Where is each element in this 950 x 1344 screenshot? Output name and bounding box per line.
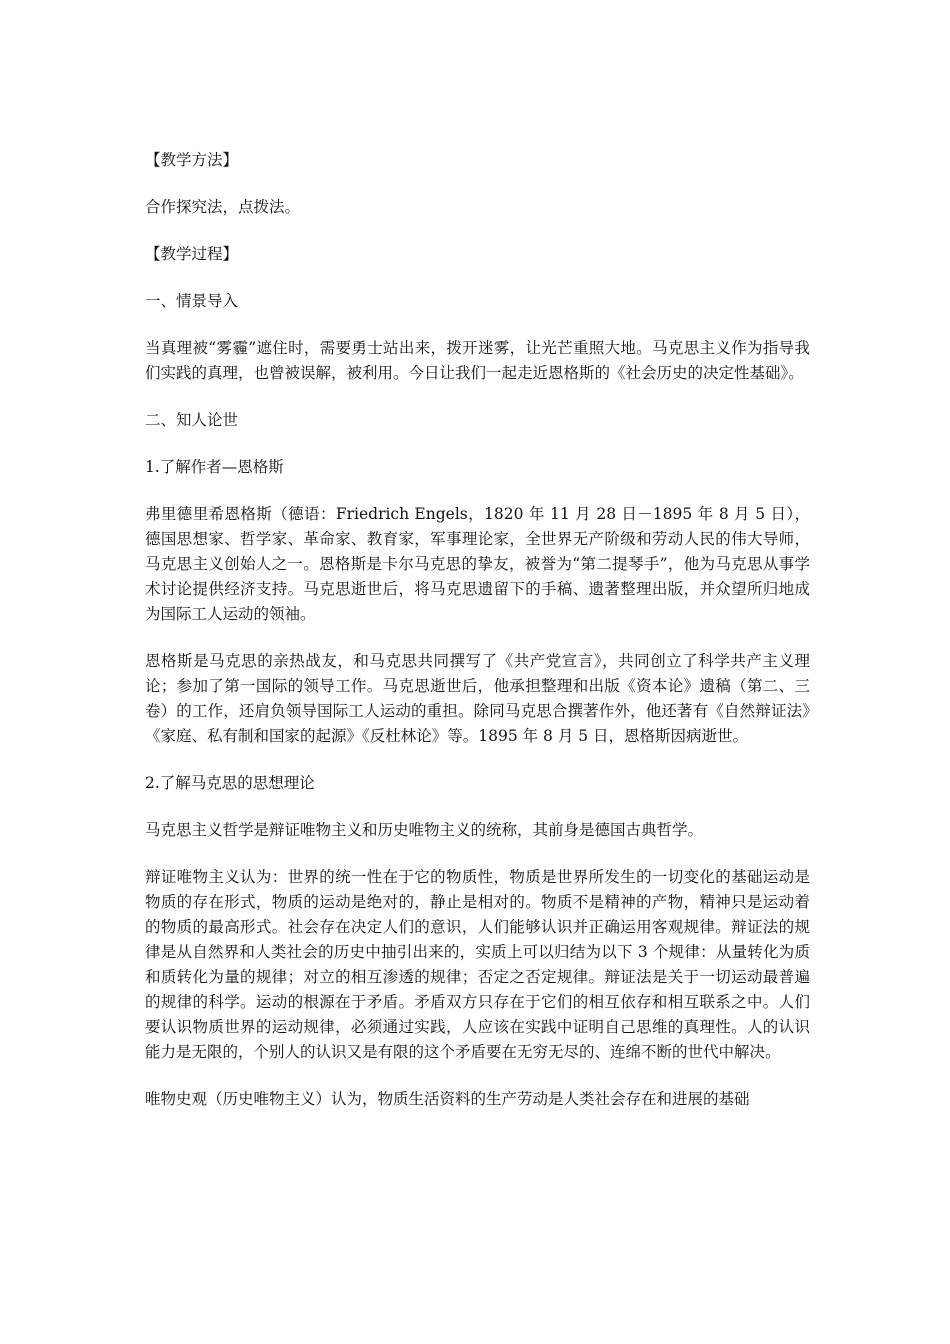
subheading-know-author: 二、知人论世 xyxy=(145,411,239,429)
paragraph-engels-works: 恩格斯是马克思的亲热战友，和马克思共同撰写了《共产党宣言》，共同创立了科学共产主义理论；参加了第一国际的领导工作。马克思逝世后，他承担整理和出版《资本论》遗稿（第二、三卷）的工作，还肩负领导国际工人运动的重担。除同马克思合撰著作外，他还著有《自然辩证法》《家庭、私有制和国家的起源》《反杜林论》等。1895 年 8 月 5 日，恩格斯因病逝世。 xyxy=(145,652,810,745)
subheading-scene-intro: 一、情景导入 xyxy=(145,292,239,310)
teaching-method-text: 合作探究法，点拨法。 xyxy=(145,198,301,216)
section-heading-teaching-method: 【教学方法】 xyxy=(145,151,239,169)
subheading-marx-theory: 2.了解马克思的思想理论 xyxy=(145,774,315,792)
section-heading-teaching-process: 【教学过程】 xyxy=(145,245,239,263)
paragraph-engels-bio: 弗里德里希恩格斯（德语：Friedrich Engels，1820 年 11 月 28 日－1895 年 8 月 5 日），德国思想家、哲学家、革命家、教育家，军事理论家，全世界无产阶级和劳动人民的伟大导师，马克思主义创始人之一。恩格斯是卡尔马克思的挚友，被誉为“第二提琴手”，他为马克思从事学术讨论提供经济支持。马克思逝世后，将马克思遗留下的手稿、遗著整理出版，并众望所归地成为国际工人运动的领袖。 xyxy=(145,505,810,623)
paragraph-dialectical-materialism: 辩证唯物主义认为：世界的统一性在于它的物质性，物质是世界所发生的一切变化的基础运动是物质的存在形式，物质的运动是绝对的，静止是相对的。物质不是精神的产物，精神只是运动着的物质的最高形式。社会存在决定人们的意识，人们能够认识并正确运用客观规律。辩证法的规律是从自然界和人类社会的历史中抽引出来的，实质上可以归结为以下 3 个规律：从量转化为质和质转化为量的规律；对立的相互渗透的规律；否定之否定规律。辩证法是关于一切运动最普遍的规律的科学。运动的根源在于矛盾。矛盾双方只存在于它们的相互依存和相互联系之中。人们要认识物质世界的运动规律，必须通过实践，人应该在实践中证明自己思维的真理性。人的认识能力是无限的，个别人的认识又是有限的这个矛盾要在无穷无尽的、连绵不断的世代中解决。 xyxy=(145,868,810,1061)
paragraph-scene-intro: 当真理被“雾霾”遮住时，需要勇士站出来，拨开迷雾，让光芒重照大地。马克思主义作为指导我们实践的真理，也曾被误解，被利用。今日让我们一起走近恩格斯的《社会历史的决定性基础》。 xyxy=(145,339,810,382)
paragraph-historical-materialism: 唯物史观（历史唯物主义）认为，物质生活资料的生产劳动是人类社会存在和进展的基础 xyxy=(145,1090,750,1108)
document-body xyxy=(145,148,810,1134)
subheading-engels: 1.了解作者—恩格斯 xyxy=(145,458,284,476)
paragraph-marxist-philosophy: 马克思主义哲学是辩证唯物主义和历史唯物主义的统称，其前身是德国古典哲学。 xyxy=(145,821,704,839)
